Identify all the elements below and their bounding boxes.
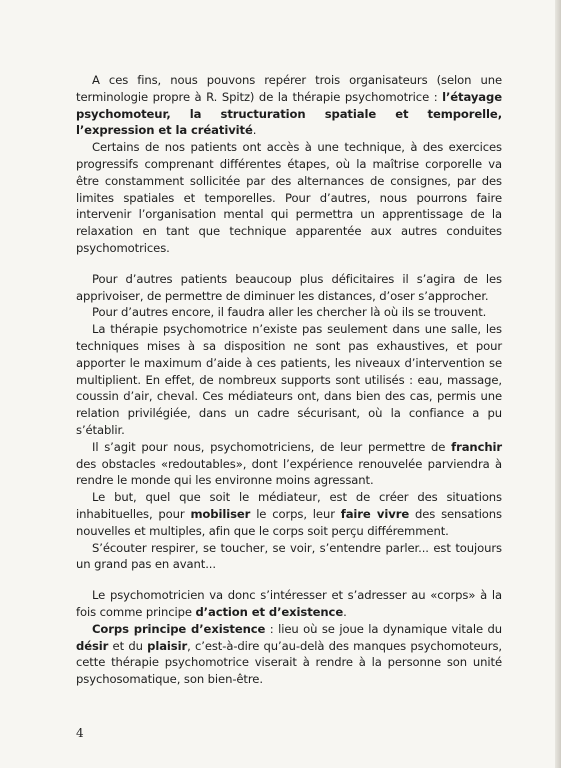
paragraph-text: Pour d’autres encore, il faudra aller les chercher là où ils se trouvent. [92,305,487,320]
paragraph-text: . [343,604,347,619]
paragraph [76,439,502,489]
paragraph [76,304,502,321]
paragraph [76,72,502,139]
paragraph-text: et du [108,638,148,653]
paragraph-text: Le but, quel que soit le médiateur, est de créer des situations inhabituelles, pour [76,490,502,521]
emphasis-text: d’action et d’existence [195,604,344,619]
paragraph-text: : lieu où se joue la dynamique vitale du [265,621,502,636]
paragraph-text: le corps, leur [250,506,341,521]
paragraph [76,139,502,257]
paragraph-text: Il s’agit pour nous, psychomotriciens, de leur permettre de [92,439,452,454]
paragraph [76,540,502,574]
paragraph-text: A ces fins, nous pouvons repérer trois organisateurs (selon une terminologie propre à R. Spitz) de la thérapie psychomotrice : [76,73,502,104]
emphasis-text: l’étayage psychomoteur, la structuration spatiale et temporelle, l’expression et la créativité [76,89,502,138]
paragraph-text: Le psychomotricien va donc s’intéresser et s’adresser au «corps» à la fois comme principe [76,588,502,619]
emphasis-text: faire vivre [340,506,410,521]
paragraph [76,271,502,305]
paragraph-text: La thérapie psychomotrice n’existe pas seulement dans une salle, les techniques mises à sa disposition ne sont pas exhaustives, et pour apporter le maximum d’aide à ces patients, les niveaux d’intervention se multiplient. En effet, de nombreux supports sont utilisés : eau, massage, coussin d’air, cheval. Ces médiateurs ont, dans bien des cas, permis une relation privilégiée, dans un cadre sécurisant, où la confiance a pu s’établir. [76,322,502,437]
page-number: 4 [76,726,84,740]
paragraph [76,321,502,439]
paragraph [76,587,502,621]
document-body [76,72,502,688]
paragraph-text: des sensations nouvelles et multiples, afin que le corps soit perçu différemment. [76,506,502,538]
emphasis-text: mobiliser [190,506,251,521]
paragraph [76,489,502,539]
paragraph-text: Certains de nos patients ont accès à une technique, à des exercices progressifs comprenant différentes étapes, où la maîtrise corporelle va être constamment sollicitée par des alternances de consignes, par des limites spatiales et temporelles. Pour d’autres, nous pourrons faire intervenir l’organisation mental qui permettra un apprentissage de la relaxation en tant que technique apparentée aux autres conduites psychomotrices. [76,140,502,255]
paragraph-text: . [252,123,257,138]
page-edge [555,0,561,768]
paragraph-text: , c’est-à-dire qu’au-delà des manques psychomoteurs, cette thérapie psychomotrice viserait à rendre à la personne son unité psychosomatique, son bien-être. [76,638,502,687]
paragraph-text: S’écouter respirer, se toucher, se voir, s’entendre parler... est toujours un grand pas en avant... [76,540,502,572]
emphasis-text: plaisir [147,638,188,653]
emphasis-text: franchir [451,439,502,454]
paragraph-text: Pour d’autres patients beaucoup plus déficitaires il s’agira de les apprivoiser, de permettre de diminuer les distances, d’oser s’approcher. [76,271,502,303]
paragraph-text: des obstacles «redoutables», dont l’expérience renouvelée parviendra à rendre le monde qui les environne moins agressant. [76,456,502,488]
emphasis-text: désir [76,638,109,653]
paragraph [76,621,502,688]
emphasis-text: Corps principe d’existence [92,621,266,636]
